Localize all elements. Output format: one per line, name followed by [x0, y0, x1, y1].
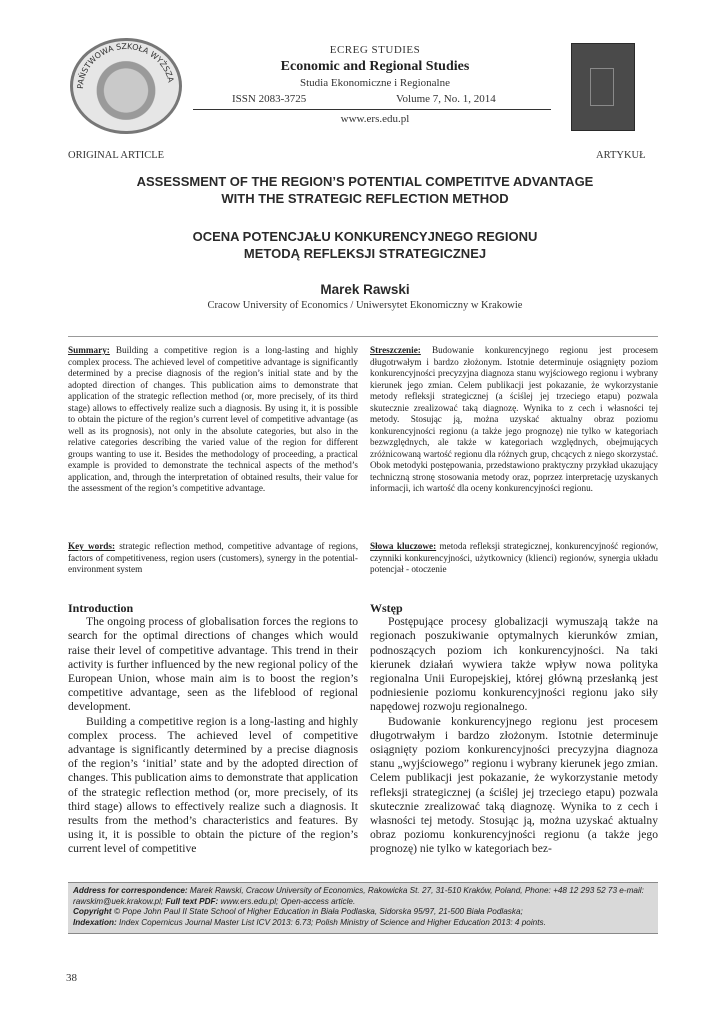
- intro-en: Introduction The ongoing process of globalisation forces the regions to search for the optimal directions of changes which would raise their level of competitive advantage. This trend in their activity is further influenced by the new regional policy of the European Union, whose main aim is to boost the region’s competitive advantage, seen as the lifeblood of regional development. Building a competitive region is a long-lasting and highly complex process. The achieved level of competitive advantage is significantly determined by a precise diagnosis of the region’s ‘initial’ state and by the adopted direction of changes. This publication aims to demonstrate that application of the strategic reflection method (or, more precisely, of its third stage) allows to effectively realize such a diagnosis. It results from the method’s characteristics and features. By using it, it is possible to obtain the picture of the region’s current level of competitive: [68, 601, 358, 856]
- author-name: Marek Rawski: [320, 282, 410, 297]
- issn: ISSN 2083-3725: [232, 93, 307, 105]
- correspondence-box: Address for correspondence: Marek Rawski, Cracow University of Economics, Rakowicka St. 27, 31-510 Kraków, Poland, Phone: +48 12 293 52 73 e-mail: rawskim@uek.krakow.pl; Full text PDF: www.ers.edu.pl; Open-access article. Copyright © Pope John Paul II State School of Higher Education in Biała Podlaska, Sidorska 95/97, 21-500 Biała Podlaska; Indexation: Index Copernicus Journal Master List ICV 2013: 6.73; Polish Ministry of Science and Higher Education 2013: 4 points.: [68, 882, 658, 934]
- abstract-en: Summary: Building a competitive region is a long-lasting and highly complex process. The achieved level of competitive advantage is significantly determined by a precise diagnosis of the region’s initial state and by the adopted direction of changes. This publication aims to demonstrate that application of the strategic reflection method (or, more precisely, of its third stage) allows to effectively realize such a diagnosis. By using it, it is possible to obtain the picture of the region’s current level of competitive advantage (as well as its prognosis), not only in the absolute categories, but also in the relative categories describing the varied value of the region for different groups wanting to use it. Besides the methodology of proceeding, a practical example is provided to demonstrate the technical aspects of the method’s application, and, through the interpretation of obtained results, their value for the assessment of the region’s competitive advantage.: [68, 345, 358, 493]
- journal-title: Economic and Regional Studies: [280, 59, 470, 74]
- journal-url[interactable]: www.ers.edu.pl: [340, 113, 410, 125]
- section-heading-pl: Wstęp: [370, 601, 403, 615]
- intro-pl: Wstęp Postępujące procesy globalizacji wymuszają także na regionach poszukiwanie optymalnych kierunków zmian, podnoszących poziom ich konkurencyjności. Na taki kierunek działań wywiera także wpływ nowa polityka regionalna Unii Europejskiej, której główną przesłanką jest podniesienie poziomu konkurencyjności regionu jako siły napędowej rozwoju regionalnego. Budowanie konkurencyjnego regionu jest procesem długotrwałym i bardzo złożonym. Istotnie determinuje osiągnięty poziom konkurencyjności precyzyjna diagnoza stanu „wyjściowego” regionu i wybrany kierunek jego zmian. Celem publikacji jest pokazanie, że wykorzystanie metody refleksji strategicznej (a ściślej jej trzeciego etapu) pozwala skutecznie zrealizować taką diagnozę. Wynika to z cech i własności tej metody. Stosując ją, można uzyskać aktualny obraz poziomu konkurencyjności regionu (a także jego prognozę) nie tylko w kategoriach bez-: [370, 601, 658, 856]
- section-heading-en: Introduction: [68, 601, 134, 615]
- journal-cover-thumbnail: [571, 43, 635, 131]
- university-seal-logo: [70, 38, 182, 134]
- article-type-pl: ARTYKUŁ: [596, 150, 646, 161]
- title-en: ASSESSMENT OF THE REGION’S POTENTIAL COMPETITVE ADVANTAGE WITH THE STRATEGIC REFLECTION METHOD: [136, 174, 594, 206]
- seal-text: PAŃSTWOWA SZKOŁA WYŻSZA: [75, 41, 176, 90]
- author-affiliation: Cracow University of Economics / Uniwersytet Ekonomiczny w Krakowie: [207, 300, 523, 311]
- title-pl: OCENA POTENCJAŁU KONKURENCYJNEGO REGIONU METODĄ REFLEKSJI STRATEGICZNEJ: [192, 229, 538, 261]
- keywords-en: Key words: strategic reflection method, competitive advantage of regions, factors of competitiveness, region users (customers), synergy in the potential-environment system: [68, 541, 359, 574]
- keywords-pl: Słowa kluczowe: metoda refleksji strategicznej, konkurencyjność regionów, czynniki konkurencyjności, użytkownicy (klienci) regionów, synergia układu potencjał - otoczenie: [370, 541, 659, 574]
- journal-series: ECREG STUDIES: [329, 44, 421, 56]
- journal-subtitle: Studia Ekonomiczne i Regionalne: [300, 77, 450, 89]
- page-number: 38: [66, 972, 77, 984]
- header-rule: [193, 109, 551, 110]
- svg-text:PAŃSTWOWA SZKOŁA WYŻSZA: [76, 42, 176, 89]
- volume-info: Volume 7, No. 1, 2014: [396, 93, 496, 105]
- article-type-en: ORIGINAL ARTICLE: [68, 150, 165, 161]
- abstract-pl: Streszczenie: Budowanie konkurencyjnego regionu jest procesem długotrwałym i bardzo złożonym. Istotnie determinuje osiągnięty poziom konkurencyjności precyzyjna diagnoza stanu wyjściowego regionu i wybrany kierunek jego zmian. Celem publikacji jest pokazanie, że wykorzystanie metody refleksji strategicznej (a ściślej jej trzeciego etapu) pozwala skutecznie zrealizować taką diagnozę. Wynika to z cech i własności tej metody. Stosując ją, można uzyskać aktualny obraz poziomu konkurencyjności regionu (a także jego prognozę) nie tylko w kategoriach bezwzględnych, ale także w kategoriach względnych, obejmujących zróżnicowaną wartość regionu dla różnych grup, chcących z niego skorzystać. Obok metodyki postępowania, przedstawiono praktyczny przykład ukazujący techniczną stronę stosowania metody oraz, poprzez interpretację uzyskanych informacji, ich wartość dla oceny konkurencyjności regionu.: [370, 345, 659, 493]
